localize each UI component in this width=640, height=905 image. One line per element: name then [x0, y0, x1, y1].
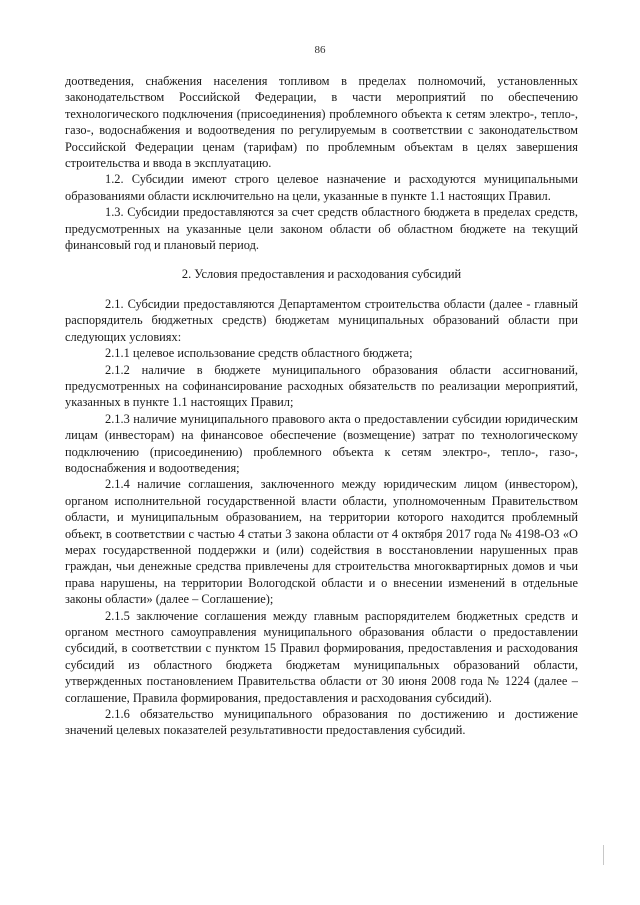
document-body: [65, 73, 578, 739]
paragraph-2-1-1: 2.1.1 целевое использование средств областного бюджета;: [105, 346, 413, 361]
page-number: 86: [314, 44, 326, 56]
section-2-heading: 2. Условия предоставления и расходования субсидий: [181, 267, 462, 282]
paragraph-2-1-2: 2.1.2 наличие в бюджете муниципального образования области ассигнований, предусмотренных на софинансирование расходных обязательств по реализации мероприятий, указанных в пункте 1.1 настоящих Правил;: [65, 362, 578, 410]
scan-edge-mark: [603, 845, 604, 865]
paragraph-1-2: 1.2. Субсидии имеют строго целевое назначение и расходуются муниципальными образованиями области исключительно на цели, указанные в пункте 1.1 настоящих Правил.: [65, 172, 578, 203]
paragraph-2-1-6: 2.1.6 обязательство муниципального образования по достижению и достижение значений целевых показателей результативности предоставления субсидий.: [65, 707, 578, 738]
paragraph-continuation: доотведения, снабжения населения топливом в пределах полномочий, установленных законодательством Российской Федерации, в части мероприятий по обеспечению технологического подключения (присоединения) проблемного объекта к сетям электро-, тепло-, газо-, водоснабжения и водоотведения по регулируемым в соответствии с законодательством Российской Федерации ценам (тарифам) по проблемным объектам в целях завершения строительства и ввода в эксплуатацию.: [65, 74, 578, 171]
paragraph-1-3: 1.3. Субсидии предоставляются за счет средств областного бюджета в пределах средств, предусмотренных на указанные цели законом области об областном бюджете на текущий финансовый год и плановый период.: [65, 205, 578, 253]
paragraph-2-1-5: 2.1.5 заключение соглашения между главным распорядителем бюджетных средств и органом местного самоуправления муниципального образования области о предоставлении субсидий, в соответствии с пунктом 15 Правил формирования, предоставления и расходования субсидий из областного бюджета бюджетам муниципальных образований области, утвержденных постановлением Правительства области от 30 июня 2008 года № 1224 (далее – соглашение, Правила формирования, предоставления и расходования субсидий).: [65, 608, 578, 705]
paragraph-2-1-3: 2.1.3 наличие муниципального правового акта о предоставлении субсидии юридическим лицам (инвесторам) на финансовое обеспечение (возмещение) затрат по технологическому подключению (присоединению) проблемного объекта к сетям электро-, тепло-, газо-, водоснабжения и водоотведения;: [65, 411, 578, 475]
paragraph-2-1-4: 2.1.4 наличие соглашения, заключенного между юридическим лицом (инвестором), органом исполнительной государственной власти области, уполномоченным Правительством области, и муниципальным образованием, на территории которого находится проблемный объект, в соответствии с частью 4 статьи 3 закона области от 4 октября 2017 года № 4198-ОЗ «О мерах государственной поддержки и (или) содействия в восстановлении нарушенных прав граждан, чьи денежные средства привлечены для строительства многоквартирных домов и чьи права нарушены, на территории Вологодской области и о внесении изменений в отдельные законы области» (далее – Соглашение);: [65, 477, 578, 607]
paragraph-2-1: 2.1. Субсидии предоставляются Департаментом строительства области (далее - главный распорядитель бюджетных средств) бюджетам муниципальных образований области при следующих условиях:: [65, 296, 578, 344]
